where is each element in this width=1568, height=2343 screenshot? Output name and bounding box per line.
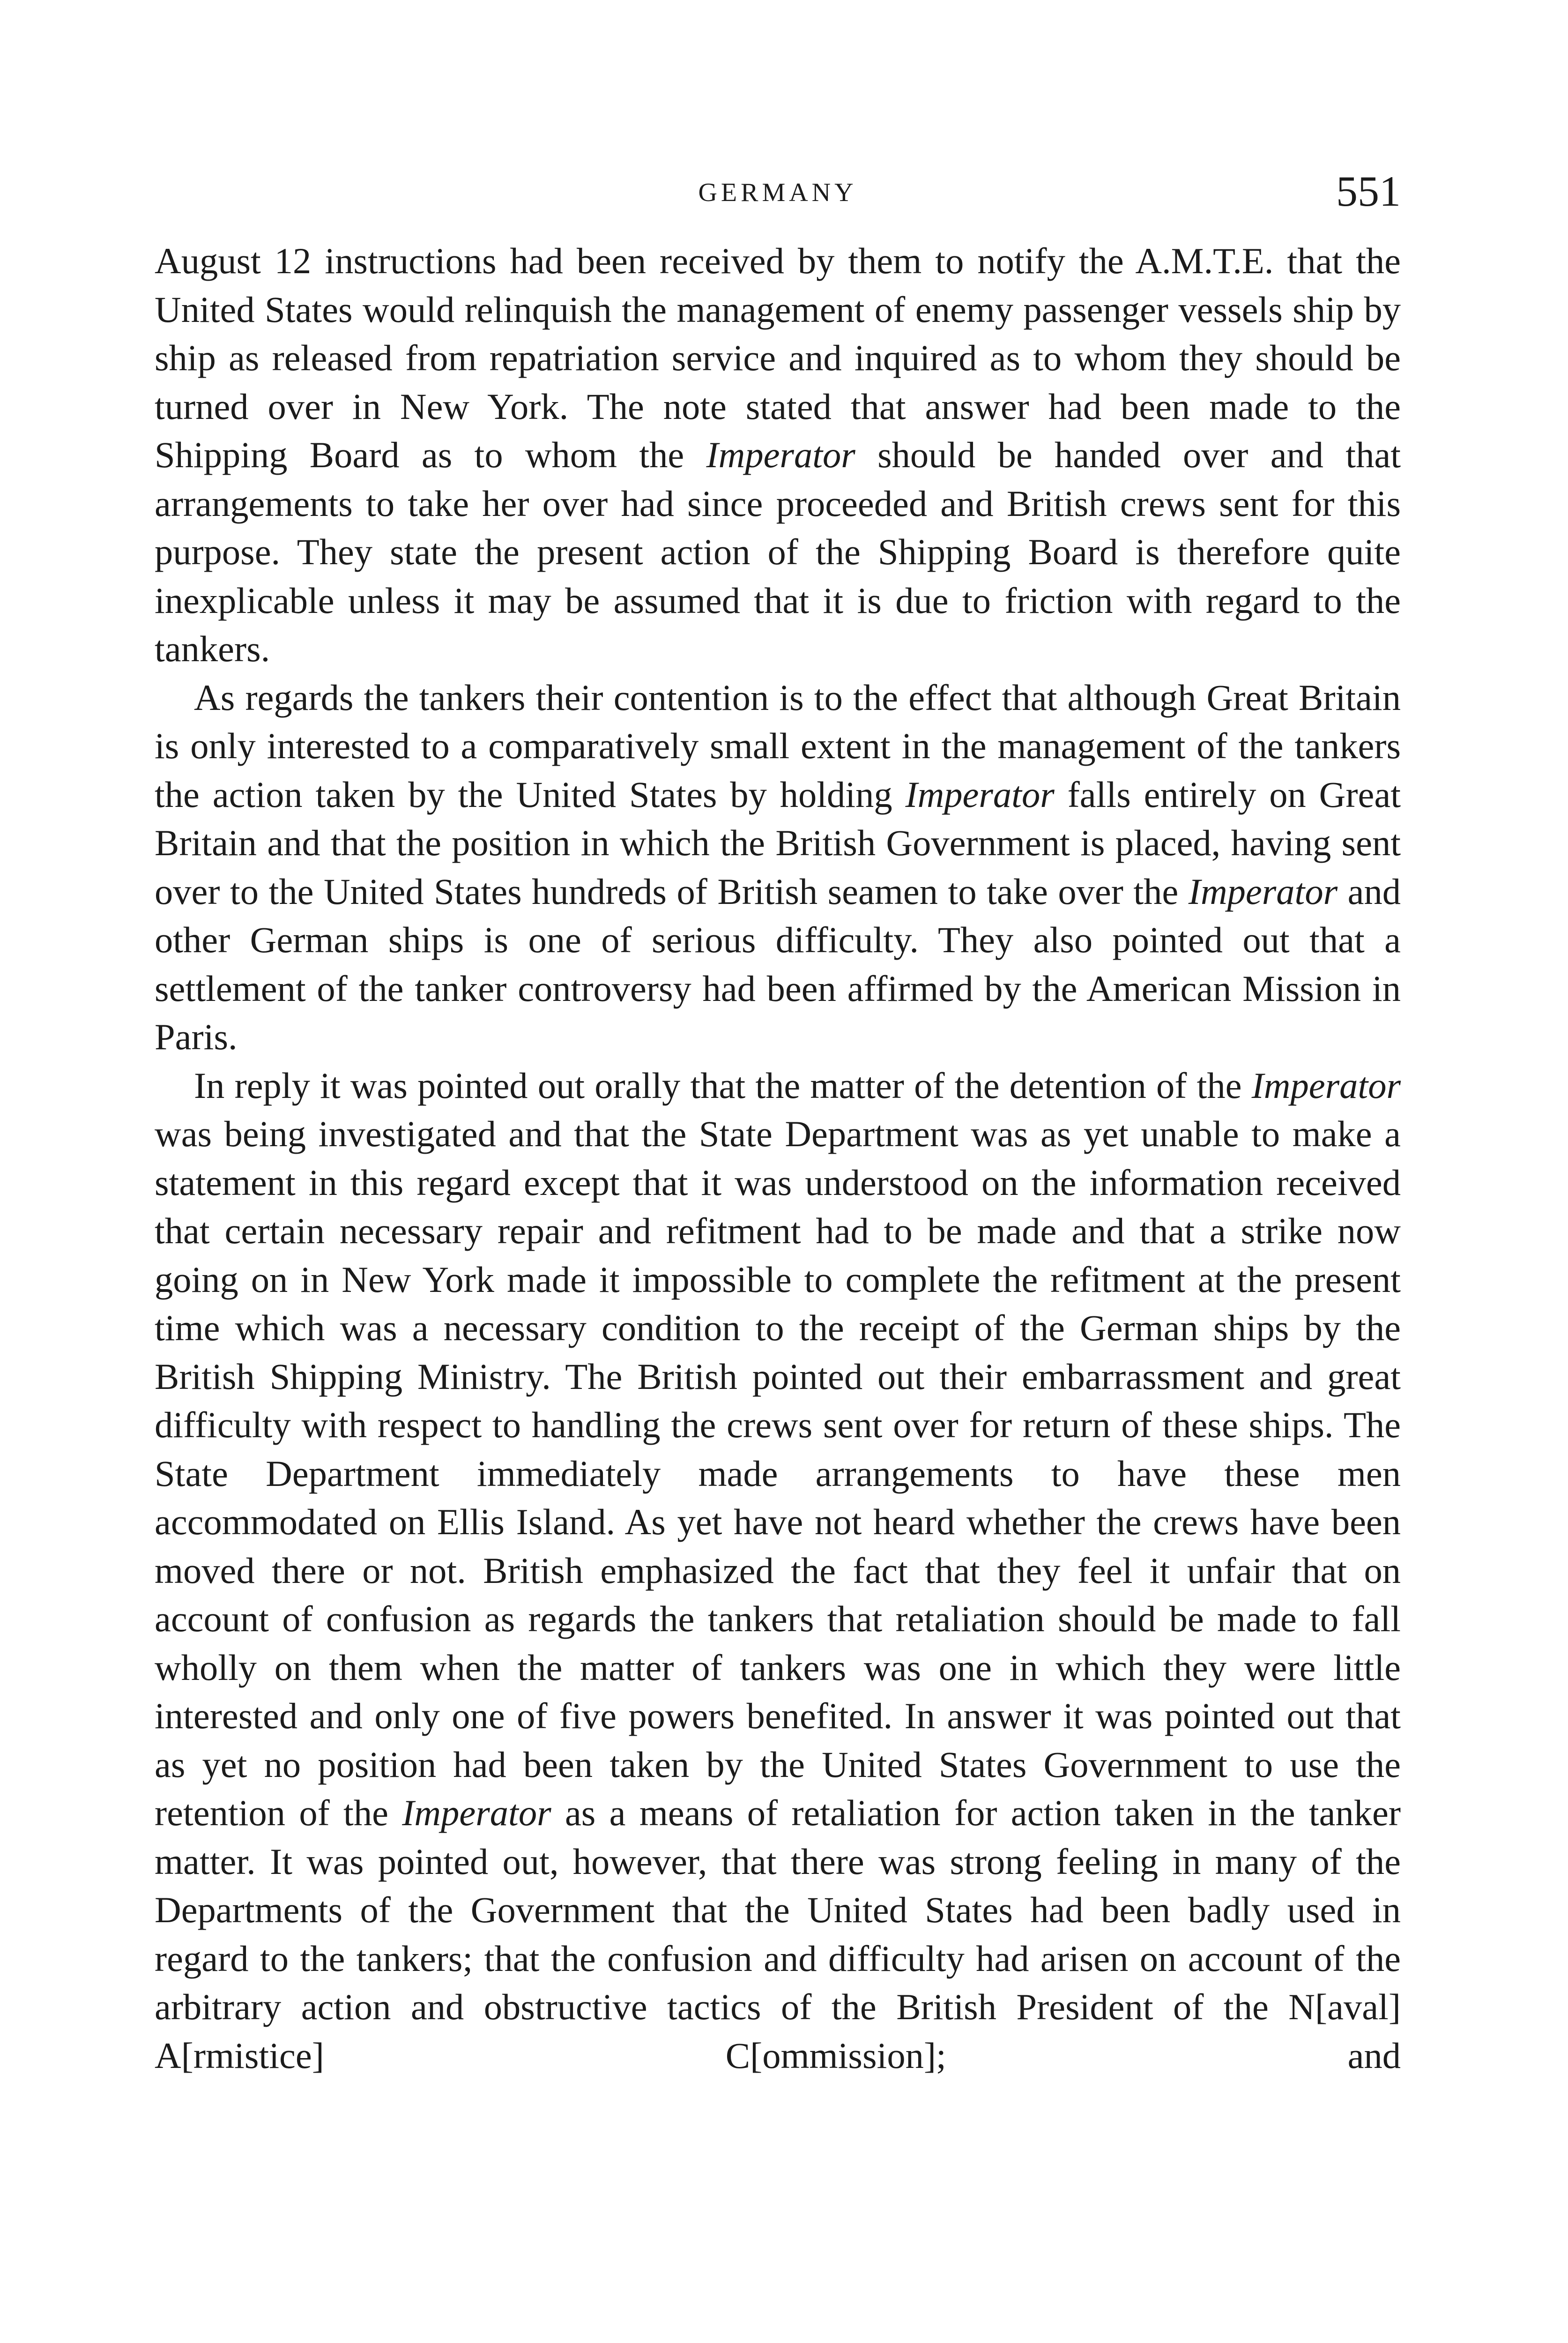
paragraph xyxy=(155,1061,1401,2080)
text-run: As regards the tankers their contention is to the effect that although Great Britain is only interested to a comparatively small extent in the management of the tankers the action taken by the United States by holding xyxy=(155,677,1401,815)
paragraph xyxy=(155,237,1401,673)
ship-name: Imperator xyxy=(905,774,1055,815)
text-run: should be handed over and that arrangements to take her over had since proceeded and British crews sent for this purpose. They state the present action of the Shipping Board is therefore quite inexplicable unless it may be assumed that it is due to friction with regard to the tankers. xyxy=(155,434,1401,669)
ship-name: Imperator xyxy=(402,1792,551,1833)
text-run: In reply it was pointed out orally that the matter of the detention of the xyxy=(194,1065,1252,1106)
page-number: 551 xyxy=(1336,167,1401,215)
text-run: falls entirely on Great Britain and that the position in which the British Government is placed, having sent over to the United States hundreds of British seamen to take over the xyxy=(155,774,1401,912)
page-header xyxy=(155,168,1401,219)
text-run: was being investigated and that the State Department was as yet unable to make a statement in this regard except that it was understood on the information received that certain necessary repair and refitment had to be made and that a strike now going on in New York made it impossible to complete the refitment at the present time which was a necessary condition to the receipt of the German ships by the British Shipping Ministry. The British pointed out their embarrassment and great difficulty with respect to handling the crews sent over for return of these ships. The State Department immediately made arrangements to have these men accommodated on Ellis Island. As yet have not heard whether the crews have been moved there or not. British emphasized the fact that they feel it unfair that on account of confusion as regards the tankers that retaliation should be made to fall wholly on them when the matter of tankers was one in which they were little interested and only one of five powers benefited. In answer it was pointed out that as yet no position had been taken by the United States Government to use the retention of the xyxy=(155,1113,1401,1833)
paragraph xyxy=(155,673,1401,1061)
ship-name: Imperator xyxy=(1251,1065,1401,1106)
ship-name: Imperator xyxy=(1188,871,1338,912)
text-run: as a means of retaliation for action taken in the tanker matter. It was pointed out, however, that there was strong feeling in many of the Departments of the Government that the United States had been badly used in regard to the tankers; that the confusion and difficulty had arisen on account of the arbitrary action and obstructive tactics of the British President of the N[aval] A[rmistice] C[ommission]; and xyxy=(155,1792,1401,2076)
text-run: and other German ships is one of serious difficulty. They also pointed out that a settlement of the tanker controversy had been affirmed by the American Mission in Paris. xyxy=(155,871,1401,1057)
body-text xyxy=(155,237,1401,2080)
text-run: August 12 instructions had been received by them to notify the A.M.T.E. that the United States would relinquish the management of enemy passenger vessels ship by ship as released from repatriation service and inquired as to whom they should be turned over in New York. The note stated that answer had been made to the Shipping Board as to whom the xyxy=(155,240,1401,475)
running-head: GERMANY xyxy=(698,178,857,207)
ship-name: Imperator xyxy=(706,434,855,475)
